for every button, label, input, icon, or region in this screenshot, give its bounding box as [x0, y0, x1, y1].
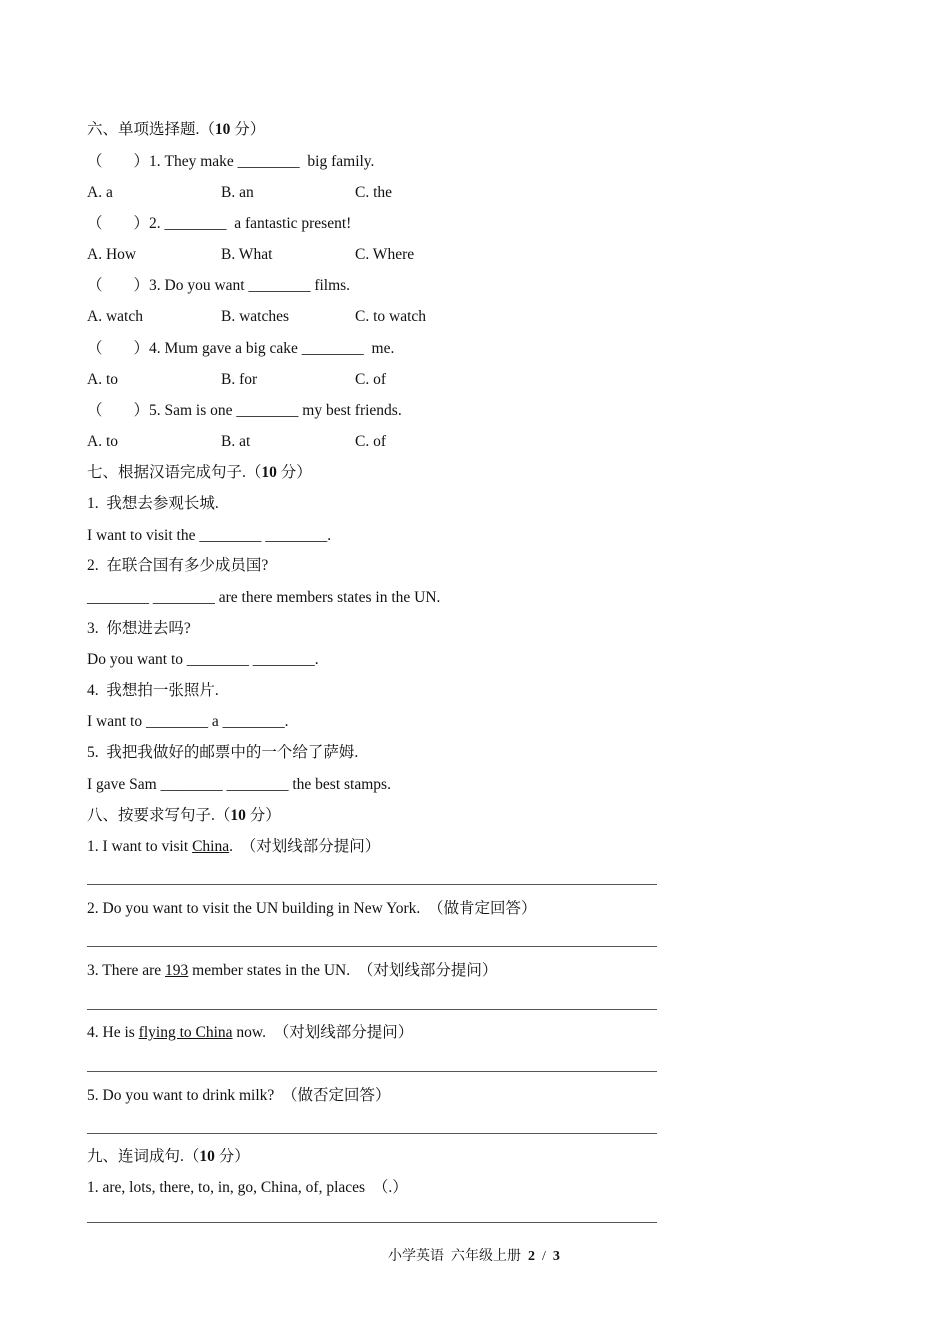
heading-points: 10 [214, 121, 231, 138]
page-separator: / [535, 1249, 553, 1264]
option-b: B. watches [221, 308, 290, 325]
footer-title: 小学英语 六年级上册 [388, 1249, 528, 1264]
heading-end: 分） [245, 807, 281, 824]
heading-text: 六、单项选择题.（ [87, 121, 215, 138]
underlined-part: flying to China [138, 1024, 233, 1041]
instruction: now. （对划线部分提问） [232, 1024, 414, 1041]
instruction: . （对划线部分提问） [229, 838, 381, 855]
q7-1-chinese: 1. 我想去参观长城. [87, 495, 219, 512]
underlined-part: China [192, 838, 230, 855]
q6-4-options [87, 370, 587, 390]
answer-line[interactable] [87, 1222, 657, 1223]
option-a: A. watch [87, 308, 143, 325]
heading-points: 10 [261, 464, 277, 481]
prompt-text: 5. Do you want to drink milk? （做否定回答） [87, 1087, 391, 1104]
answer-line[interactable] [87, 884, 657, 885]
page-footer [388, 1245, 560, 1265]
prompt-text: 2. Do you want to visit the UN building in New York. （做肯定回答） [87, 900, 537, 917]
instruction: member states in the UN. （对划线部分提问） [188, 962, 498, 979]
q7-4-chinese: 4. 我想拍一张照片. [87, 682, 219, 699]
heading-text: 八、按要求写句子.（ [87, 807, 231, 824]
answer-line[interactable] [87, 1133, 657, 1134]
prompt-text: 4. He is [87, 1024, 139, 1041]
q6-3-stem: （ ）3. Do you want ________ films. [87, 277, 351, 294]
q6-1-options [87, 183, 587, 203]
option-a: A. to [87, 371, 118, 388]
q8-4-prompt [87, 1023, 413, 1043]
q6-5-stem: （ ）5. Sam is one ________ my best friends. [87, 402, 402, 419]
answer-line[interactable] [87, 1071, 657, 1072]
q7-4-english: I want to ________ a ________. [87, 713, 289, 730]
q6-2-stem: （ ）2. ________ a fantastic present! [87, 215, 352, 232]
option-a: A. to [87, 433, 118, 450]
option-b: B. at [221, 433, 251, 450]
section-6-heading [87, 120, 265, 140]
underlined-part: 193 [165, 962, 189, 979]
q7-5-english: I gave Sam ________ ________ the best stamps. [87, 776, 391, 793]
q6-2-options [87, 245, 587, 265]
q8-3-prompt [87, 961, 497, 981]
q8-1-prompt [87, 837, 380, 857]
option-b: B. an [221, 184, 254, 201]
q9-1-prompt: 1. are, lots, there, to, in, go, China, of, places （.） [87, 1179, 408, 1196]
q7-3-chinese: 3. 你想进去吗? [87, 620, 191, 637]
page-number: 2 [528, 1249, 535, 1264]
option-a: A. How [87, 246, 137, 263]
option-b: B. What [221, 246, 273, 263]
q7-5-chinese: 5. 我把我做好的邮票中的一个给了萨姆. [87, 744, 359, 761]
q6-5-options [87, 432, 587, 452]
answer-line[interactable] [87, 1009, 657, 1010]
q7-1-english: I want to visit the ________ ________. [87, 527, 332, 544]
option-c: C. Where [355, 246, 415, 263]
option-a: A. a [87, 184, 113, 201]
q7-3-english: Do you want to ________ ________. [87, 651, 319, 668]
q6-1-stem: （ ）1. They make ________ big family. [87, 153, 375, 170]
heading-end: 分） [276, 464, 312, 481]
section-7-heading [87, 463, 312, 483]
section-8-heading [87, 806, 281, 826]
q6-3-options [87, 307, 587, 327]
prompt-text: 1. I want to visit [87, 838, 193, 855]
heading-points: 10 [230, 807, 246, 824]
answer-line[interactable] [87, 946, 657, 947]
page-total: 3 [552, 1249, 560, 1264]
section-9-heading [87, 1147, 250, 1167]
heading-end: 分） [214, 1148, 250, 1165]
option-c: C. of [355, 433, 386, 450]
heading-points: 10 [199, 1148, 215, 1165]
q8-5-prompt [87, 1086, 391, 1106]
option-b: B. for [221, 371, 258, 388]
option-c: C. the [355, 184, 393, 201]
q7-2-english: ________ ________ are there members states in the UN. [87, 589, 441, 606]
heading-end: 分） [230, 121, 266, 138]
option-c: C. to watch [355, 308, 427, 325]
heading-text: 九、连词成句.（ [87, 1148, 200, 1165]
option-c: C. of [355, 371, 386, 388]
q8-2-prompt [87, 899, 537, 919]
q7-2-chinese: 2. 在联合国有多少成员国? [87, 557, 269, 574]
heading-text: 七、根据汉语完成句子.（ [87, 464, 262, 481]
prompt-text: 3. There are [87, 962, 166, 979]
q6-4-stem: （ ）4. Mum gave a big cake ________ me. [87, 340, 395, 357]
